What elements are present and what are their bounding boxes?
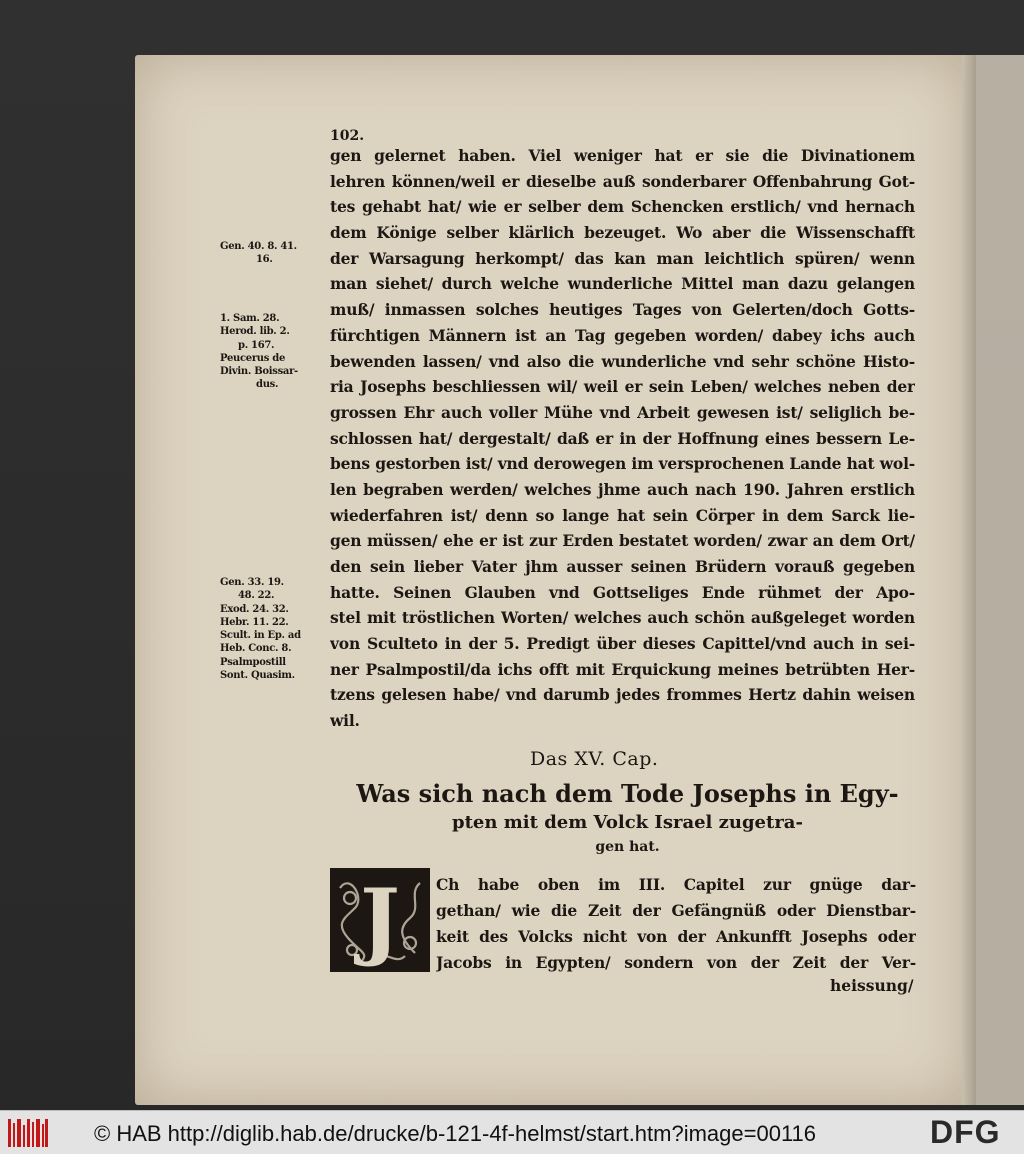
text-line: den sein lieber Vater jhm ausser seinen Brüdern vorauß gegeben — [330, 557, 915, 576]
margin-note-group — [220, 240, 297, 267]
margin-note: Exod. 24. 32. — [220, 603, 289, 615]
hab-barcode-icon — [8, 1119, 48, 1147]
chapter-paragraph — [436, 872, 916, 976]
copyright-url[interactable]: © HAB http://diglib.hab.de/drucke/b-121-4f-helmst/start.htm?image=00116 — [94, 1121, 817, 1146]
catchword: heissung/ — [830, 976, 914, 995]
text-line: bewenden lassen/ vnd also die wunderliche vnd sehr schöne Histo- — [330, 351, 915, 371]
text-line: dem Könige selber klärlich bezeuget. Wo aber die Wissenschafft — [330, 223, 915, 243]
text-line: gethan/ wie die Zeit der Gefängnüß oder Dienstbar- — [436, 901, 916, 920]
margin-note: Herod. lib. 2. — [220, 326, 290, 338]
text-line: muß/ inmassen solches heutiges Tages von Gelerten/doch Gotts- — [330, 300, 915, 320]
dfg-logo: DFG — [930, 1114, 1001, 1150]
margin-note: Hebr. 11. 22. — [220, 616, 289, 628]
margin-note: 16. — [256, 254, 273, 266]
text-line: tzens gelesen habe/ vnd darumb jedes frommes Hertz dahin weisen — [330, 685, 915, 705]
adjacent-page-edge — [976, 55, 1024, 1105]
text-line: schlossen hat/ dergestalt/ daß er in der Hoffnung eines bessern Le- — [330, 428, 915, 448]
initial-letter: J — [360, 870, 400, 969]
page-fore-edge — [962, 55, 976, 1105]
margin-note: Divin. Boissar- — [220, 366, 298, 378]
text-line: man siehet/ durch welche wunderliche Mittel man dazu gelangen — [330, 274, 915, 294]
page-number: 102. — [330, 128, 365, 144]
margin-note: Heb. Conc. 8. — [220, 643, 292, 655]
margin-note: Sont. Quasim. — [220, 670, 295, 682]
margin-note: Psalmpostill — [220, 656, 286, 668]
text-line: len begraben werden/ welches jhme auch nach 190. Jahren erstlich — [330, 479, 915, 499]
text-line: lehren können/weil er dieselbe auß sonderbarer Offenbahrung Got- — [330, 171, 915, 191]
margin-note: dus. — [256, 379, 279, 391]
text-line: bens gestorben ist/ vnd derowegen im versprochenen Lande hat wol- — [330, 454, 915, 474]
margin-note: 48. 22. — [238, 590, 275, 602]
chapter-number: Das XV. Cap. — [530, 748, 659, 770]
text-line: gen müssen/ ehe er ist zur Erden bestatet worden/ zwar an dem Ort/ — [330, 531, 915, 551]
margin-note: Peucerus de — [220, 352, 286, 364]
text-line: wil. — [330, 711, 360, 731]
text-line: tes gehabt hat/ wie er selber dem Schencken erstlich/ vnd hernach — [330, 197, 915, 217]
margin-note-group — [220, 312, 298, 392]
text-line: wiederfahren ist/ denn so lange hat sein Cörper in dem Sarck lie- — [330, 505, 915, 525]
chapter-title — [330, 778, 925, 858]
margin-note: Scult. in Ep. ad — [220, 630, 301, 642]
text-line: grossen Ehr auch voller Mühe vnd Arbeit gewesen ist/ seliglich be- — [330, 402, 915, 422]
text-line: ria Josephs beschliessen wil/ weil er sein Leben/ welches neben der — [330, 377, 915, 397]
body-text — [330, 143, 915, 734]
viewer-footer — [0, 1110, 1024, 1154]
margin-note: Gen. 40. 8. 41. — [220, 241, 297, 252]
margin-note: 1. Sam. 28. — [220, 313, 280, 324]
margin-note-group — [220, 576, 301, 682]
text-line: stel mit tröstlichen Worten/ welches auch schön außgeleget worden — [330, 608, 915, 628]
chapter-title-line: pten mit dem Volck Israel zugetra- — [452, 812, 803, 833]
text-line: fürchtigen Männern ist an Tag gegeben worden/ dabey ichs auch — [330, 325, 915, 345]
decorated-initial — [330, 868, 430, 972]
text-line: gen gelernet haben. Viel weniger hat er sie die Divinationem — [330, 146, 915, 165]
margin-note: Gen. 33. 19. — [220, 577, 284, 588]
text-line: Jacobs in Egypten/ sondern von der Zeit der Ver- — [436, 953, 916, 972]
chapter-title-line: gen hat. — [595, 839, 660, 855]
margin-note: p. 167. — [238, 339, 275, 351]
text-line: hatte. Seinen Glauben vnd Gottseliges Ende rühmet der Apo- — [330, 582, 915, 602]
chapter-title-line: Was sich nach dem Tode Josephs in Egy- — [356, 779, 899, 808]
text-line: keit des Volcks nicht von der Ankunfft Josephs oder — [436, 927, 916, 946]
text-line: der Warsagung herkompt/ das kan man leichtlich spüren/ wenn — [330, 248, 915, 268]
text-line: ner Psalmpostil/da ichs offt mit Erquickung meines betrübten Her- — [330, 659, 915, 679]
text-line: von Sculteto in der 5. Predigt über dieses Capittel/vnd auch in sei- — [330, 634, 915, 654]
text-line: Ch habe oben im III. Capitel zur gnüge dar- — [436, 875, 916, 894]
